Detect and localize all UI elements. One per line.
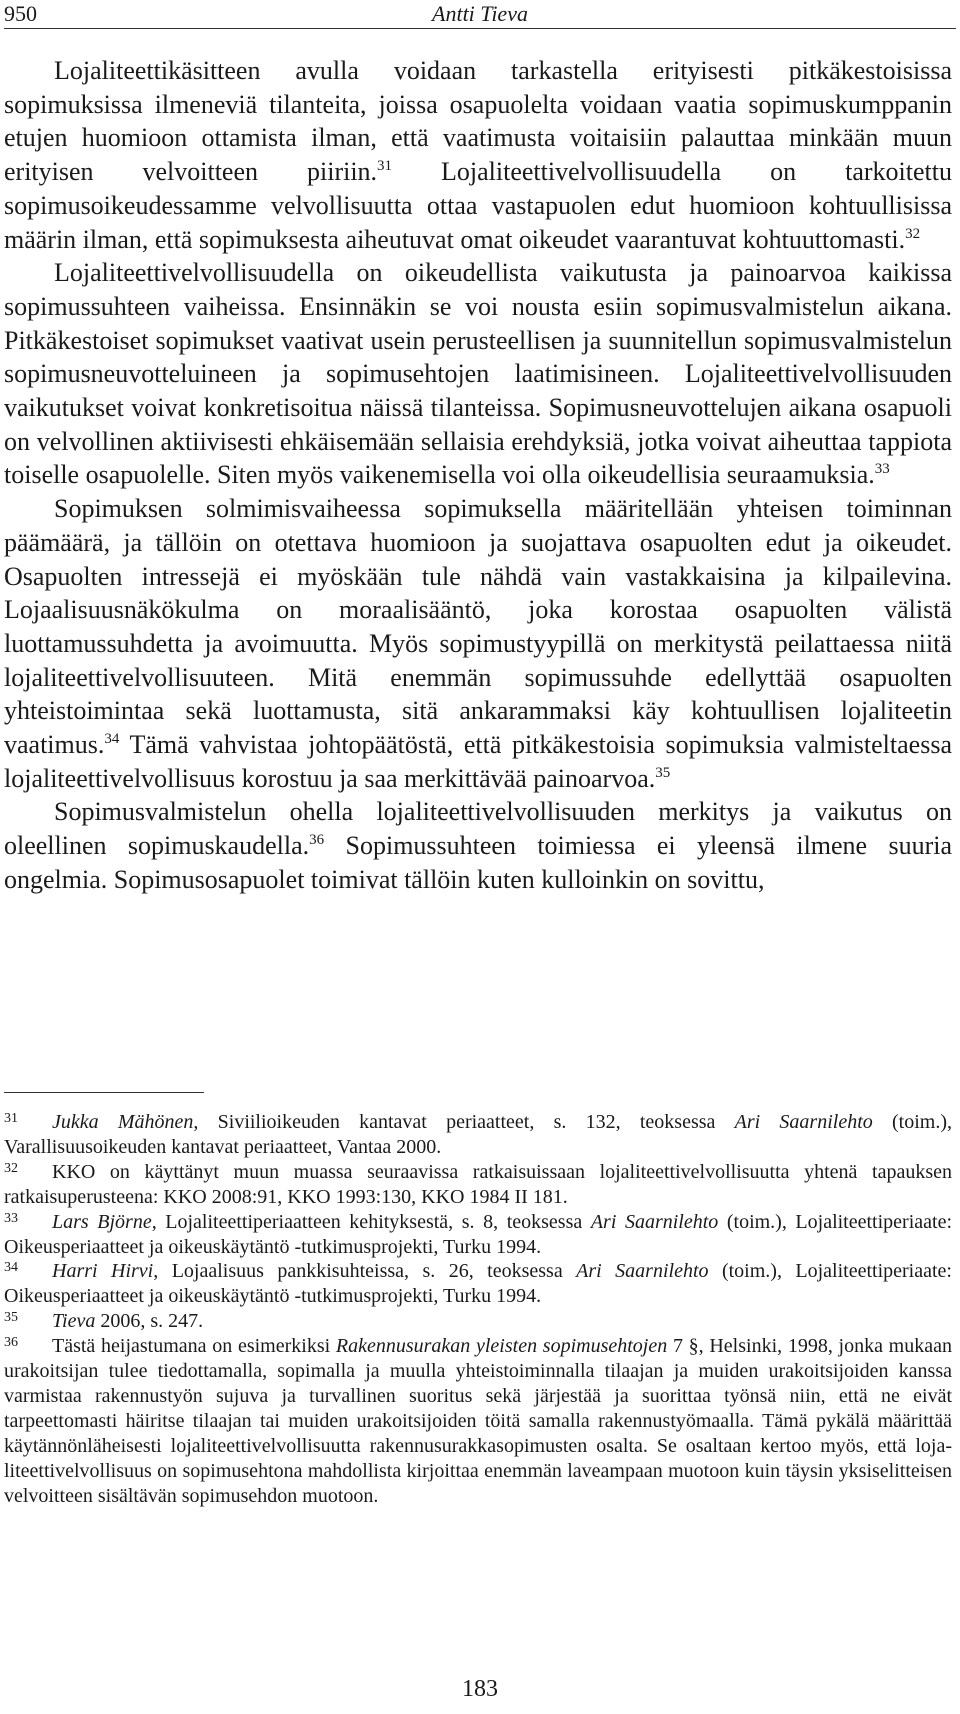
footnote-text: 2006, s. 247. xyxy=(95,1310,204,1333)
footnote-text: (toim.), Lojaliteettiperiaate: Oikeusperiaatteet ja oikeuskäytäntö -tutkimusprojekti, Turku 1994. xyxy=(4,1260,952,1308)
footnote-author: Harri Hirvi xyxy=(52,1260,154,1283)
footnote-divider xyxy=(4,1092,204,1093)
footnote-34: 34 Harri Hirvi, Lojaalisuus pankkisuhteissa, s. 26, teoksessa Ari Saarnilehto (toim.), Lojaliteettiperiaate: Oikeusperiaatteet ja oikeuskäytäntö -tutkimusprojekti, Turku 1994. xyxy=(4,1260,952,1308)
footnote-ref-31: 31 xyxy=(377,158,393,175)
footnote-editor: Ari Saarnilehto xyxy=(576,1260,709,1283)
footnote-editor: Ari Saarnilehto xyxy=(590,1210,719,1233)
footnote-author: Lars Björne xyxy=(52,1210,152,1233)
footnotes xyxy=(4,1110,952,1509)
footnote-ref-35: 35 xyxy=(655,764,671,781)
footnote-33: 33 Lars Björne, Lojaliteettiperiaatteen kehityksestä, s. 8, teoksessa Ari Saarnilehto (toim.), Lojaliteettiperiaate: Oikeusperiaatteet ja oikeuskäytäntö -tutkimusprojekti, Turku 1994. xyxy=(4,1210,953,1258)
footnote-editor: Ari Saarnilehto xyxy=(734,1111,873,1133)
paragraph-text: Sopimussuhteen toimiessa ei yleensä ilmene suuria ongelmia. Sopimusosapuolet toimivat tällöin kuten kulloinkin on sovittu, xyxy=(4,831,952,894)
footnote-text: (toim.), Varallisuusoikeuden kantavat periaatteet, Vantaa 2000. xyxy=(4,1111,952,1158)
footer-page-number: 183 xyxy=(462,1676,498,1702)
footnote-36: 36 Tästä heijastumana on esimerkiksi Rakennusurakan yleisten sopimusehtojen 7 §, Helsinki, 1998, jonka mukaan urakoitsijan tulee tiedottamalla, sopimalla ja muulla yhteistoiminnalla tilaajan ja muiden urakoitsijoiden kanssa varmistaa rakennustyön sujuva ja turvallinen suoritus sekä järjestää ja suorittaa työnsä niin, että ne eivät tarpeettomasti häiritse tilaajan tai muiden urakoitsijoiden töitä samalla rakennustyömaalla. Tämä pykälä määrittää käytännönläheisesti lojaliteettivelvollisuutta rakennusurakkasopimusten osalta. Se osaltaan kertoo myös, että lojaliteettivelvollisuus on sopimusehtona mahdollista kirjoittaa enemmän laveampaan muotoon kuin täysin yksiselitteisen velvoitteen sisältävän sopimusehdon muotoon. xyxy=(4,1335,952,1507)
footnote-ref-32: 32 xyxy=(905,225,921,242)
footnote-author: Jukka Mähönen xyxy=(52,1111,194,1133)
footnote-text: , Siviilioikeuden kantavat periaatteet, s. 132, teoksessa xyxy=(193,1111,735,1133)
paragraph-3 xyxy=(4,492,952,795)
paragraph-text: Sopimuksen solmimisvaiheessa sopimuksella määritellään yhteisen toiminnan päämäärä, ja tällöin on otettava huomioon ja suojattava osapuolten edut ja oikeudet. Osapuolten intressejä ei myöskään tule nähdä vain vastakkaisina ja kilpailevina. Lojaalisuusnäkökulma on moraalisääntö, joka korostaa osapuolten välistä luottamussuhdetta ja avoimuutta. Myös sopimustyypillä on merkitystä peilattaessa niitä lojaliteettivelvollisuuteen. Mitä enemmän sopimussuhde edellyttää osapuolten yhteistoimintaa sekä luottamusta, sitä ankarammaksi käy kohtuullisen lojaliteetin vaatimus. xyxy=(4,494,952,760)
footnote-35: 35 Tieva 2006, s. 247. xyxy=(4,1310,204,1333)
footnote-text: KKO on käyttänyt muun muassa seuraavissa ratkaisuissaan lojaliteettivelvollisuutta yhtenä tapauksen ratkaisuperusteena: KKO 2008:91, KKO 1993:130, KKO 1984 II 181. xyxy=(4,1160,952,1208)
footnote-author: Tieva xyxy=(52,1310,96,1333)
body-text xyxy=(4,54,952,897)
paragraph-text: Lojaliteettivelvollisuudella on oikeudellista vaikutusta ja painoarvoa kaikissa sopimussuhteen vaiheissa. Ensinnäkin se voi nousta esiin sopimusvalmistelun aikana. Pitkäkestoiset sopimukset vaativat usein perusteellisen ja suunnitellun sopimusvalmistelun sopimusneuvotteluineen ja sopimusehtojen laatimisineen. Lojaliteettivelvollisuuden vaikutukset voivat konkretisoitua näissä tilanteissa. Sopimusneuvottelujen aikana osapuoli on velvollinen aktiivisesti ehkäisemään sellaisia erehdyksiä, jotka voivat aiheuttaa tappiota toiselle osapuolelle. Siten myös vaikenemisella voi olla oikeudellisia seuraamuksia. xyxy=(4,258,952,490)
paragraph-1 xyxy=(4,54,952,256)
footnote-ref-36: 36 xyxy=(309,832,325,849)
running-header xyxy=(4,0,956,29)
paragraph-text: Tämä vahvistaa johtopäätöstä, että pitkäkestoisia sopimuksia valmisteltaessa lojaliteettivelvollisuus korostuu ja saa merkittävää painoarvoa. xyxy=(4,730,952,793)
footnote-text: , Lojaalisuus pankkisuhteissa, s. 26, teoksessa xyxy=(153,1260,577,1283)
footnote-31: 31 Jukka Mähönen, Siviilioikeuden kantavat periaatteet, s. 132, teoksessa Ari Saarnilehto (toim.), Varallisuusoikeuden kantavat periaatteet, Vantaa 2000. xyxy=(4,1111,952,1158)
footnote-title: Rakennusurakan yleisten sopimusehtojen xyxy=(335,1335,668,1358)
paragraph-text: Sopimusvalmistelun ohella lojaliteettivelvollisuuden merkitys ja vaikutus on oleellinen sopimuskaudella. xyxy=(4,797,952,861)
paragraph-text: Lojaliteettivelvollisuudella on tarkoitettu sopimusoikeudessamme velvollisuutta ottaa vastapuolen edut huomioon kohtuullisissa määrin ilman, että sopimuksesta aiheutuvat omat oikeudet vaarantuvat kohtuuttomasti. xyxy=(4,157,952,254)
footnote-ref-34: 34 xyxy=(104,731,120,748)
footnote-text: (toim.), Lojaliteettiperiaate: Oikeusperiaatteet ja oikeuskäytäntö -tutkimusprojekti, Turku 1994. xyxy=(4,1210,953,1258)
paragraph-4 xyxy=(4,795,952,896)
paragraph-text: Lojaliteettikäsitteen avulla voidaan tarkastella erityisesti pitkäkestoisissa sopimuksissa ilmeneviä tilanteita, joissa osapuolelta voidaan vaatia sopimuskumppanin etujen huomioon ottamista ilman, että vaatimusta voitaisiin palauttaa minkään muun erityisen velvoitteen piiriin. xyxy=(4,56,952,187)
footnote-32: 32 KKO on käyttänyt muun muassa seuraavissa ratkaisuissaan lojaliteettivelvollisuutta yhtenä tapauksen ratkaisuperusteena: KKO 2008:91, KKO 1993:130, KKO 1984 II 181. xyxy=(4,1160,952,1208)
paragraph-2 xyxy=(4,256,952,492)
header-author: Antti Tieva xyxy=(432,1,528,26)
footnote-text: , Lojaliteettiperiaatteen kehityksestä, s. 8, teoksessa xyxy=(151,1210,591,1233)
footnote-text: 7 §, Helsinki, 1998, jonka mukaan urakoitsijan tulee tiedottamalla, sopimalla ja muulla yhteistoiminnalla tilaajan ja muiden urakoitsijoiden kanssa varmistaa rakennustyön sujuva ja turvallinen suoritus sekä järjestää ja suorittaa työnsä niin, että ne eivät tarpeettomasti häiritse tilaajan tai muiden urakoitsijoiden töitä samalla rakennustyömaalla. Tämä pykälä määrittää käytännönläheisesti lojaliteettivelvollisuutta rakennusurakkasopimusten osalta. Se osaltaan kertoo myös, että lojaliteettivelvollisuus on sopimusehtona mahdollista kirjoittaa enemmän laveampaan muotoon kuin täysin yksiselitteisen velvoitteen sisältävän sopimusehdon muotoon. xyxy=(4,1335,952,1507)
footnote-ref-33: 33 xyxy=(874,461,890,478)
footnote-text: Tästä heijastumana on esimerkiksi xyxy=(52,1335,336,1358)
header-page-number: 950 xyxy=(4,1,37,26)
